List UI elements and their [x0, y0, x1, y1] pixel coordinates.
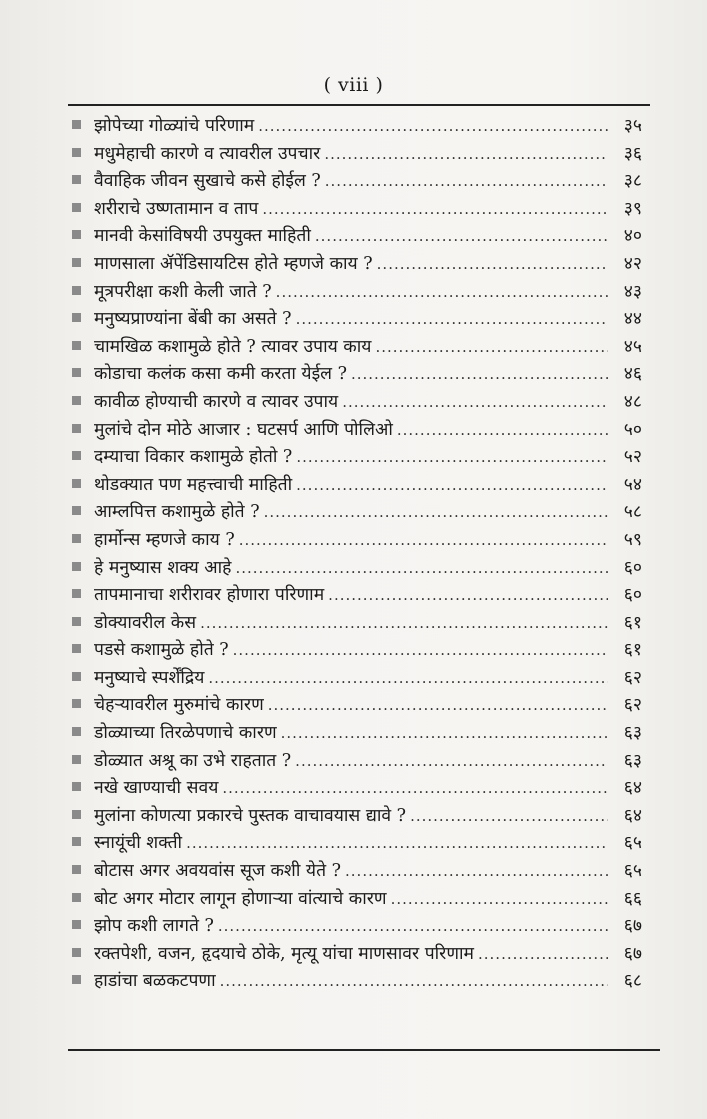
square-bullet-icon: [72, 589, 81, 598]
toc-entry-title: बोटास अगर अवयवांस सूज कशी येते ?: [94, 861, 342, 882]
toc-entry-page: ५४: [623, 474, 642, 495]
toc-entry-title: चेहऱ्यावरील मुरुमांचे कारण: [94, 695, 264, 716]
toc-entry: [72, 223, 642, 251]
dot-leader: [258, 117, 608, 135]
square-bullet-icon: [72, 975, 81, 984]
toc-entry: [72, 168, 642, 196]
toc-entry-title: माणसाला ॲपेंडिसायटिस होते म्हणजे काय ?: [94, 253, 373, 274]
dot-leader: [281, 724, 608, 742]
toc-entry-page: ४०: [623, 226, 642, 247]
dot-leader: [351, 365, 608, 383]
toc-entry-page: ३६: [623, 143, 642, 164]
toc-entry: [72, 610, 642, 638]
toc-entry-page: ६३: [623, 723, 642, 744]
toc-entry-title: नखे खाण्याची सवय: [94, 778, 219, 799]
dot-leader: [264, 503, 608, 521]
toc-entry-page: ६५: [623, 833, 642, 854]
toc-entry-page: ५०: [623, 419, 642, 440]
dot-leader: [262, 200, 608, 218]
square-bullet-icon: [72, 203, 81, 212]
toc-entry: [72, 113, 642, 141]
toc-entry: [72, 251, 642, 279]
toc-entry-page: ५२: [623, 447, 642, 468]
toc-entry-page: ६०: [623, 557, 642, 578]
dot-leader: [268, 696, 608, 714]
square-bullet-icon: [72, 479, 81, 488]
square-bullet-icon: [72, 286, 81, 295]
dot-leader: [296, 310, 608, 328]
toc-entry: [72, 803, 642, 831]
square-bullet-icon: [72, 810, 81, 819]
toc-entry-title: मुलांचे दोन मोठे आजार : घटसर्प आणि पोलिओ: [94, 419, 393, 440]
dot-leader: [239, 531, 608, 549]
toc-entry-page: ६७: [623, 916, 642, 937]
toc-entry-page: ४८: [623, 391, 642, 412]
dot-leader: [208, 669, 608, 687]
dot-leader: [342, 393, 608, 411]
toc-entry-page: ६२: [623, 695, 642, 716]
toc-entry-title: रक्तपेशी, वजन, हृदयाचे ठोके, मृत्यू यांचा माणसावर परिणाम: [94, 943, 474, 964]
toc-entry-page: ६२: [623, 667, 642, 688]
square-bullet-icon: [72, 396, 81, 405]
toc-entry-title: कोडाचा कलंक कसा कमी करता येईल ?: [94, 364, 347, 385]
toc-entry-page: ५९: [623, 529, 642, 550]
toc-entry-page: ४६: [623, 364, 642, 385]
toc-entry-title: हार्मोन्स म्हणजे काय ?: [94, 529, 235, 550]
square-bullet-icon: [72, 644, 81, 653]
dot-leader: [345, 862, 608, 880]
toc-entry-page: ५८: [623, 502, 642, 523]
toc-entry: [72, 582, 642, 610]
table-of-contents: [72, 113, 642, 996]
square-bullet-icon: [72, 699, 81, 708]
toc-entry-title: मूत्रपरीक्षा कशी केली जाते ?: [94, 281, 272, 302]
square-bullet-icon: [72, 534, 81, 543]
square-bullet-icon: [72, 424, 81, 433]
toc-entry: [72, 775, 642, 803]
toc-entry: [72, 141, 642, 169]
toc-entry-page: ६१: [623, 640, 642, 661]
toc-entry-title: मधुमेहाची कारणे व त्यावरील उपचार: [94, 143, 321, 164]
square-bullet-icon: [72, 175, 81, 184]
toc-entry-title: तापमानाचा शरीरावर होणारा परिणाम: [94, 585, 325, 606]
toc-entry-page: ६५: [623, 861, 642, 882]
toc-entry: [72, 748, 642, 776]
square-bullet-icon: [72, 230, 81, 239]
square-bullet-icon: [72, 258, 81, 267]
toc-entry: [72, 389, 642, 417]
toc-entry: [72, 444, 642, 472]
toc-entry-title: झोप कशी लागते ?: [94, 916, 214, 937]
toc-entry: [72, 858, 642, 886]
dot-leader: [324, 145, 608, 163]
toc-entry-page: ३८: [623, 171, 642, 192]
toc-entry-page: ६७: [623, 943, 642, 964]
toc-entry-page: ६४: [623, 778, 642, 799]
toc-entry-title: पडसे कशामुळे होते ?: [94, 640, 229, 661]
toc-entry-title: डोळ्याच्या तिरळेपणाचे कारण: [94, 723, 277, 744]
toc-entry-page: ४५: [623, 336, 642, 357]
toc-entry: [72, 279, 642, 307]
toc-entry-title: शरीराचे उष्णतामान व ताप: [94, 198, 259, 219]
dot-leader: [296, 448, 608, 466]
toc-entry-page: ६८: [623, 971, 642, 992]
square-bullet-icon: [72, 920, 81, 929]
toc-entry: [72, 720, 642, 748]
toc-entry-title: झोपेच्या गोळ्यांचे परिणाम: [94, 116, 255, 136]
toc-entry: [72, 417, 642, 445]
square-bullet-icon: [72, 313, 81, 322]
toc-entry-page: ४३: [623, 281, 642, 302]
toc-entry-title: मनुष्यप्राण्यांना बेंबी का असते ?: [94, 309, 292, 330]
dot-leader: [377, 255, 608, 273]
page-number: ( viii ): [323, 74, 384, 96]
square-bullet-icon: [72, 865, 81, 874]
toc-entry: [72, 665, 642, 693]
top-rule: [68, 104, 650, 106]
toc-entry-page: ४४: [623, 309, 642, 330]
dot-leader: [315, 227, 608, 245]
dot-leader: [410, 807, 608, 825]
toc-entry-title: कावीळ होण्याची कारणे व त्यावर उपाय: [94, 391, 339, 412]
square-bullet-icon: [72, 893, 81, 902]
square-bullet-icon: [72, 148, 81, 157]
square-bullet-icon: [72, 562, 81, 571]
toc-entry-title: थोडक्यात पण महत्त्वाची माहिती: [94, 474, 293, 495]
toc-entry: [72, 968, 642, 996]
toc-entry-title: वैवाहिक जीवन सुखाचे कसे होईल ?: [94, 171, 321, 192]
toc-entry: [72, 499, 642, 527]
toc-entry: [72, 334, 642, 362]
dot-leader: [391, 890, 608, 908]
dot-leader: [296, 476, 608, 494]
square-bullet-icon: [72, 948, 81, 957]
toc-entry-title: मानवी केसांविषयी उपयुक्त माहिती: [94, 226, 311, 247]
dot-leader: [478, 945, 608, 963]
square-bullet-icon: [72, 506, 81, 515]
bottom-rule: [68, 1049, 660, 1051]
toc-entry-title: बोट अगर मोटार लागून होणाऱ्या वांत्याचे कारण: [94, 888, 387, 909]
square-bullet-icon: [72, 837, 81, 846]
toc-entry: [72, 941, 642, 969]
toc-entry: [72, 913, 642, 941]
dot-leader: [325, 172, 608, 190]
square-bullet-icon: [72, 120, 81, 129]
dot-leader: [276, 283, 608, 301]
toc-entry-title: हाडांचा बळकटपणा: [94, 971, 216, 992]
dot-leader: [220, 972, 608, 990]
toc-entry: [72, 555, 642, 583]
dot-leader: [222, 779, 608, 797]
toc-entry-page: ३९: [623, 198, 642, 219]
toc-entry-page: ६६: [623, 888, 642, 909]
toc-entry: [72, 527, 642, 555]
square-bullet-icon: [72, 451, 81, 460]
dot-leader: [328, 586, 608, 604]
toc-entry: [72, 196, 642, 224]
dot-leader: [218, 917, 608, 935]
dot-leader: [375, 338, 608, 356]
dot-leader: [397, 421, 608, 439]
toc-entry-title: मुलांना कोणत्या प्रकारचे पुस्तक वाचावयास द्यावे ?: [94, 805, 407, 826]
toc-entry-page: ६१: [623, 612, 642, 633]
toc-entry: [72, 886, 642, 914]
toc-entry: [72, 306, 642, 334]
toc-entry-page: ४२: [623, 253, 642, 274]
dot-leader: [295, 752, 608, 770]
square-bullet-icon: [72, 672, 81, 681]
toc-entry-title: डोक्यावरील केस: [94, 612, 197, 633]
toc-entry: [72, 637, 642, 665]
toc-entry-title: हे मनुष्यास शक्य आहे: [94, 557, 232, 578]
toc-entry-title: डोळ्यात अश्रू का उभे राहतात ?: [94, 750, 292, 771]
square-bullet-icon: [72, 782, 81, 791]
toc-entry-page: ६४: [623, 805, 642, 826]
toc-entry-title: स्नायूंची शक्ती: [94, 833, 183, 854]
toc-entry-page: ६३: [623, 750, 642, 771]
toc-entry-title: चामखिळ कशामुळे होते ? त्यावर उपाय काय: [94, 336, 372, 357]
toc-entry: [72, 361, 642, 389]
toc-entry-page: ३५: [623, 116, 642, 136]
toc-entry-title: दम्याचा विकार कशामुळे होतो ?: [94, 447, 293, 468]
toc-entry-page: ६०: [623, 585, 642, 606]
square-bullet-icon: [72, 617, 81, 626]
dot-leader: [186, 834, 608, 852]
toc-entry: [72, 692, 642, 720]
dot-leader: [235, 559, 608, 577]
toc-entry: [72, 830, 642, 858]
toc-entry: [72, 472, 642, 500]
square-bullet-icon: [72, 368, 81, 377]
square-bullet-icon: [72, 755, 81, 764]
square-bullet-icon: [72, 727, 81, 736]
dot-leader: [200, 614, 608, 632]
square-bullet-icon: [72, 341, 81, 350]
toc-entry-title: मनुष्याचे स्पर्शेंद्रिय: [94, 667, 205, 688]
dot-leader: [233, 641, 608, 659]
toc-entry-title: आम्लपित्त कशामुळे होते ?: [94, 502, 260, 523]
